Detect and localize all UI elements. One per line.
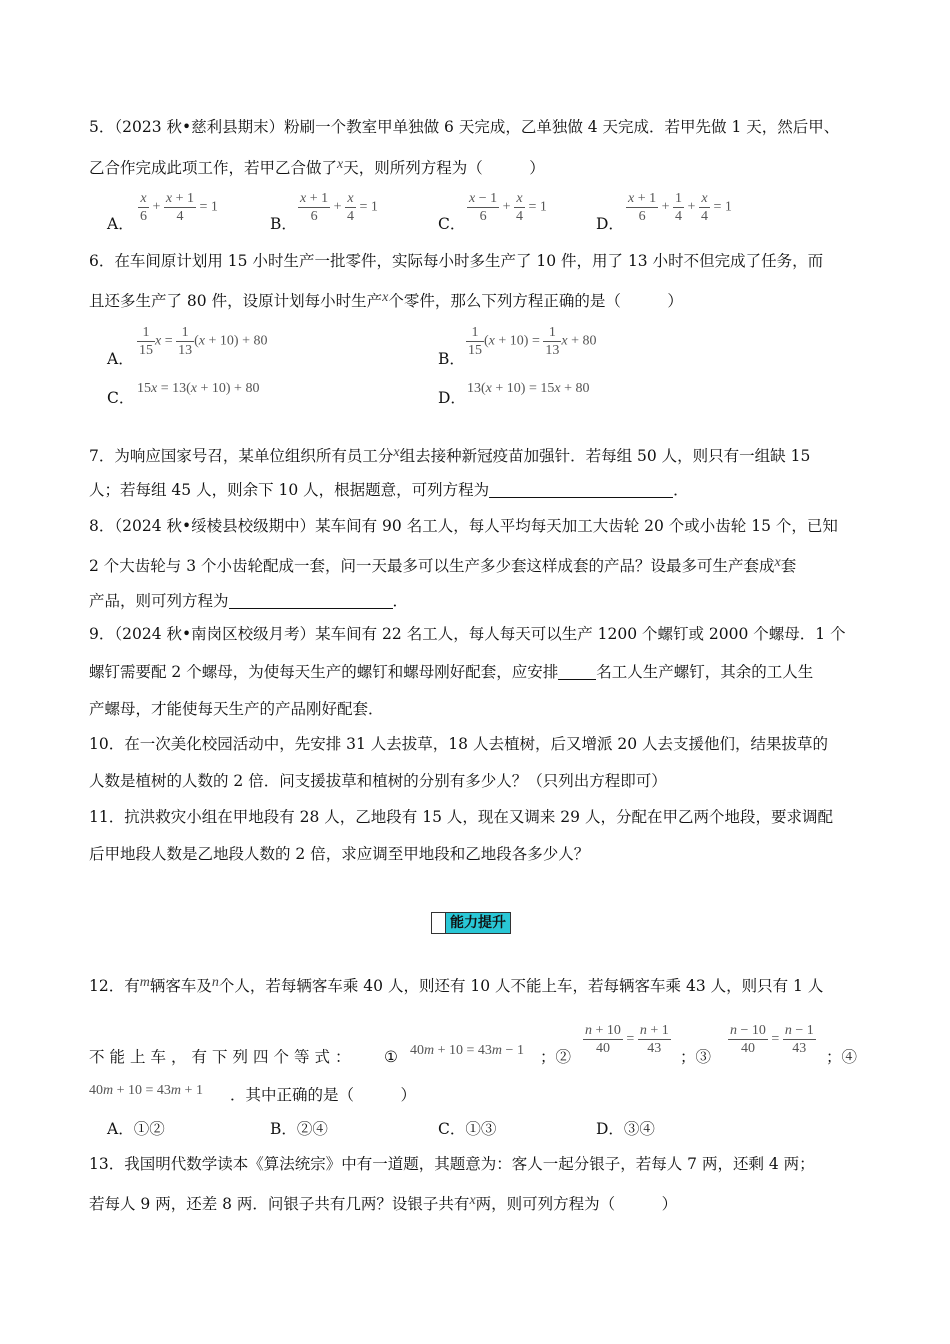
q5-option-c-equation: $\frac{x - 1}{6}$ + $\frac{x}{4}$ = 1 bbox=[469, 191, 547, 224]
q6-line-1: 6．在车间原计划用 15 小时生产一批零件，实际每小时多生产了 10 件，用了 13 小时不但完成了任务，而 bbox=[89, 252, 824, 270]
q6-option-c-equation: 15x = 13(x + 10) + 80 bbox=[137, 381, 260, 396]
q6-option-a-equation: $\frac{1}{15}$ x = $\frac{1}{13}$ (x + 10) + 80 bbox=[139, 325, 268, 358]
answer-blank[interactable] bbox=[489, 481, 673, 498]
var-x: x bbox=[774, 555, 781, 570]
q6-option-d-label: D． bbox=[438, 389, 466, 407]
answer-blank[interactable] bbox=[229, 592, 393, 609]
q5-option-d-label: D． bbox=[596, 215, 624, 233]
q12-line-2: 不能上车，有下列四个等式： bbox=[89, 1048, 356, 1066]
q12-option-c: C．①③ bbox=[438, 1120, 497, 1138]
q6-option-d-equation: 13(x + 10) = 15x + 80 bbox=[467, 381, 590, 396]
q8-line-1: 8．（2024 秋•绥棱县校级期中）某车间有 90 名工人，每人平均每天加工大齿轮 20 个或小齿轮 15 个，已知 bbox=[89, 517, 838, 535]
q8-line-2: 2 个大齿轮与 3 个小齿轮配成一套，问一天最多可以生产多少套这样成套的产品？设最多可生产套成x套 bbox=[89, 555, 797, 575]
section-heading: 能力提升 bbox=[431, 912, 511, 934]
q7-line-2: 人；若每组 45 人，则余下 10 人，根据题意，可列方程为 ． bbox=[89, 481, 689, 499]
q5-option-c-label: C． bbox=[438, 215, 466, 233]
q12-mark-2: ；② bbox=[540, 1048, 572, 1066]
q12-line-3: ．其中正确的是（ ） bbox=[230, 1086, 417, 1104]
q6-option-b-equation: $\frac{1}{15}$ (x + 10) = $\frac{1}{13}$ x + 80 bbox=[468, 325, 597, 358]
q13-line-2: 若每人 9 两，还差 8 两．问银子共有几两？设银子共有x两，则可列方程为（ ） bbox=[89, 1193, 678, 1213]
q6-option-b-label: B． bbox=[438, 350, 465, 368]
q12-equation-2: $\frac{n + 10}{40}$ = $\frac{n + 1}{43}$ bbox=[585, 1023, 669, 1056]
q8-line-3: 产品，则可列方程为 ． bbox=[89, 592, 409, 610]
q12-mark-4: ；④ bbox=[826, 1048, 858, 1066]
q5-option-b-label: B． bbox=[270, 215, 297, 233]
heading-box bbox=[432, 913, 446, 933]
var-m: m bbox=[139, 975, 150, 990]
var-x: x bbox=[469, 1193, 476, 1208]
var-n: n bbox=[211, 975, 219, 990]
q12-mark-1: ① bbox=[384, 1048, 398, 1066]
q11-line-2: 后甲地段人数是乙地段人数的 2 倍，求应调至甲地段和乙地段各多少人？ bbox=[89, 845, 590, 863]
q5-option-b-equation: $\frac{x + 1}{6}$ + $\frac{x}{4}$ = 1 bbox=[300, 191, 378, 224]
q5-option-a-equation: $\frac{x}{6}$ + $\frac{x + 1}{4}$ = 1 bbox=[140, 191, 218, 224]
q12-equation-3: $\frac{n - 10}{40}$ = $\frac{n - 1}{43}$ bbox=[730, 1023, 814, 1056]
q12-line-1: 12．有m辆客车及n个人，若每辆客车乘 40 人，则还有 10 人不能上车，若每辆客车乘 43 人，则只有 1 人 bbox=[89, 975, 824, 995]
q5-line-1: 5．（2023 秋•慈利县期末）粉刷一个教室甲单独做 6 天完成，乙单独做 4 天完成．若甲先做 1 天，然后甲、 bbox=[89, 118, 840, 136]
q6-option-c-label: C． bbox=[107, 389, 135, 407]
q5-option-d-equation: $\frac{x + 1}{6}$ + $\frac{1}{4}$ + $\frac{x}{4}$ = 1 bbox=[628, 191, 732, 224]
q10-line-2: 人数是植树的人数的 2 倍．问支援拔草和植树的分别有多少人？（只列出方程即可） bbox=[89, 772, 667, 790]
q12-equation-1: 40m + 10 = 43m − 1 bbox=[410, 1043, 524, 1058]
q9-line-3: 产螺母，才能使每天生产的产品刚好配套． bbox=[89, 700, 384, 718]
q6-option-a-label: A． bbox=[107, 350, 134, 368]
q9-line-1: 9．（2024 秋•南岗区校级月考）某车间有 22 名工人，每人每天可以生产 1200 个螺钉或 2000 个螺母．1 个 bbox=[89, 625, 846, 643]
var-x: x bbox=[393, 445, 400, 460]
q6-line-2: 且还多生产了 80 件，设原计划每小时生产x个零件，那么下列方程正确的是（ ） bbox=[89, 290, 683, 310]
q12-equation-4: 40m + 10 = 43m + 1 bbox=[89, 1083, 203, 1098]
q13-line-1: 13．我国明代数学读本《算法统宗》中有一道题，其题意为：客人一起分银子，若每人 7 两，还剩 4 两； bbox=[89, 1155, 815, 1173]
q7-line-1: 7．为响应国家号召，某单位组织所有员工分x组去接种新冠疫苗加强针．若每组 50 人，则只有一组缺 15 bbox=[89, 445, 811, 465]
q12-option-b: B．②④ bbox=[270, 1120, 328, 1138]
var-x: x bbox=[382, 290, 389, 305]
q11-line-1: 11．抗洪救灾小组在甲地段有 28 人，乙地段有 15 人，现在又调来 29 人，分配在甲乙两个地段，要求调配 bbox=[89, 808, 833, 826]
q9-line-2: 螺钉需要配 2 个螺母，为使每天生产的螺钉和螺母刚好配套，应安排 名工人生产螺钉，其余的工人生 bbox=[89, 663, 814, 681]
q12-option-a: A．①② bbox=[107, 1120, 165, 1138]
q5-option-a-label: A． bbox=[107, 215, 134, 233]
answer-blank[interactable] bbox=[558, 663, 596, 680]
q10-line-1: 10．在一次美化校园活动中，先安排 31 人去拔草，18 人去植树，后又增派 20 人去支援他们，结果拔草的 bbox=[89, 735, 829, 753]
q12-mark-3: ；③ bbox=[680, 1048, 712, 1066]
q5-line-2: 乙合作完成此项工作，若甲乙合做了x天，则所列方程为（ ） bbox=[89, 157, 545, 177]
q12-option-d: D．③④ bbox=[596, 1120, 655, 1138]
var-x: x bbox=[337, 157, 344, 172]
